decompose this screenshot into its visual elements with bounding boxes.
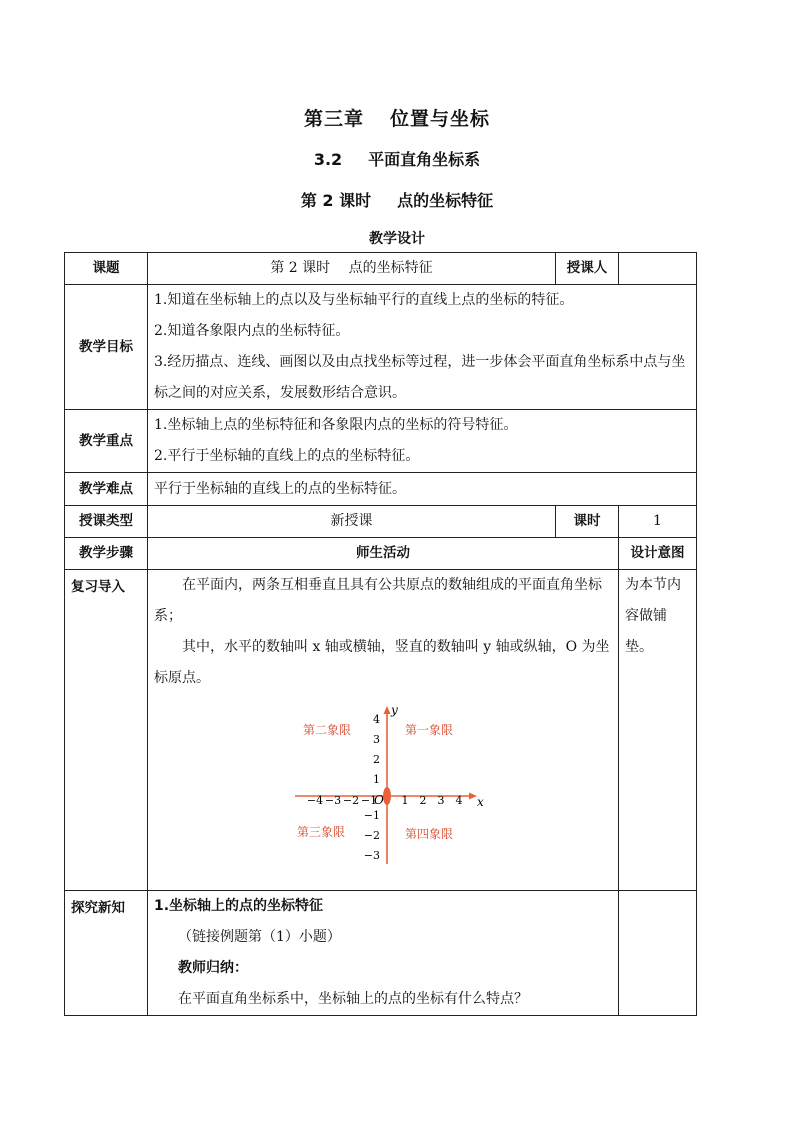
explore-link: （链接例题第（1）小题）	[178, 929, 341, 945]
chapter-title: 第三章 位置与坐标	[303, 108, 491, 130]
origin-label: O	[374, 793, 384, 807]
hours-value: 1	[619, 506, 697, 538]
row-steps-header	[65, 538, 697, 570]
x-tick-label: 2	[419, 794, 427, 807]
explore-label: 探究新知	[65, 891, 148, 1016]
x-axis-arrow	[469, 793, 477, 800]
y-tick-label: 1	[373, 773, 380, 786]
difficulty-label: 教学难点	[65, 473, 148, 506]
row-review	[65, 570, 697, 891]
goal-item: 1.知道在坐标轴上的点以及与坐标轴平行的直线上点的坐标的特征。	[154, 292, 574, 308]
review-paragraph: 其中，水平的数轴叫 x 轴或横轴，竖直的数轴叫 y 轴或纵轴，O 为坐标原点。	[154, 639, 610, 686]
activity-label: 师生活动	[148, 538, 619, 570]
x-tick-label: −1	[360, 794, 378, 807]
review-label: 复习导入	[65, 570, 148, 891]
row-topic	[65, 253, 697, 285]
review-intent: 为本节内容做铺垫。	[619, 570, 697, 891]
key-cell	[148, 410, 697, 473]
teacher-value	[619, 253, 697, 285]
quadrant-1-label: 第一象限	[405, 723, 454, 737]
lesson-title: 第 2 课时 点的坐标特征	[300, 191, 494, 210]
review-paragraph: 在平面内，两条互相垂直且具有公共原点的数轴组成的平面直角坐标系；	[154, 577, 602, 624]
explore-question: 在平面直角坐标系中，坐标轴上的点的坐标有什么特点？	[178, 991, 528, 1007]
section-title: 3.2 平面直角坐标系	[313, 150, 481, 169]
goals-cell	[148, 285, 697, 410]
key-item: 2.平行于坐标轴的直线上的点的坐标特征。	[154, 448, 420, 464]
x-tick-label: −2	[342, 794, 360, 807]
row-key-points	[65, 410, 697, 473]
y-axis-label: y	[391, 703, 398, 717]
topic-label: 课题	[65, 253, 148, 285]
difficulty-value: 平行于坐标轴的直线上的点的坐标特征。	[148, 473, 697, 506]
x-tick-label: 4	[455, 794, 463, 807]
document-subtitle: 教学设计	[369, 231, 425, 247]
x-tick-label: 3	[437, 794, 445, 807]
y-tick-label: −2	[363, 829, 380, 842]
hours-label: 课时	[556, 506, 619, 538]
quadrant-2-label: 第二象限	[303, 723, 352, 737]
row-difficulty	[65, 473, 697, 506]
type-label: 授课类型	[65, 506, 148, 538]
lesson-plan-table	[64, 252, 697, 1016]
coordinate-plane	[283, 700, 483, 868]
y-tick-label: −3	[363, 849, 380, 862]
key-item: 1.坐标轴上点的坐标特征和各象限内点的坐标的符号特征。	[154, 417, 518, 433]
y-tick-label: −1	[363, 809, 380, 822]
row-explore	[65, 891, 697, 1016]
key-label: 教学重点	[65, 410, 148, 473]
quadrant-3-label: 第三象限	[297, 825, 346, 839]
y-tick-label: 4	[373, 713, 380, 726]
x-tick-label: 1	[401, 794, 409, 807]
goal-item: 2.知道各象限内点的坐标特征。	[154, 323, 350, 339]
y-axis-arrow	[384, 706, 391, 714]
x-axis-label: x	[477, 795, 484, 809]
explore-summary: 教师归纳：	[178, 960, 248, 976]
row-type	[65, 506, 697, 538]
teacher-label: 授课人	[556, 253, 619, 285]
origin-marker	[383, 787, 391, 805]
quadrant-4-label: 第四象限	[405, 827, 454, 841]
steps-label: 教学步骤	[65, 538, 148, 570]
x-tick-label: −4	[306, 794, 324, 807]
intent-label: 设计意图	[619, 538, 697, 570]
goals-label: 教学目标	[65, 285, 148, 410]
x-tick-label: −3	[324, 794, 342, 807]
y-tick-label: 2	[373, 753, 380, 766]
type-value: 新授课	[148, 506, 556, 538]
row-goals	[65, 285, 697, 410]
explore-heading: 1.坐标轴上的点的坐标特征	[154, 898, 324, 914]
explore-cell	[148, 891, 619, 1016]
topic-value: 第 2 课时 点的坐标特征	[148, 253, 556, 285]
review-cell	[148, 570, 619, 891]
goal-item: 3.经历描点、连线、画图以及由点找坐标等过程，进一步体会平面直角坐标系中点与坐标之间的对应关系，发展数形结合意识。	[154, 354, 686, 401]
coordinate-figure	[154, 694, 612, 890]
explore-intent	[619, 891, 697, 1016]
y-tick-label: 3	[373, 733, 380, 746]
